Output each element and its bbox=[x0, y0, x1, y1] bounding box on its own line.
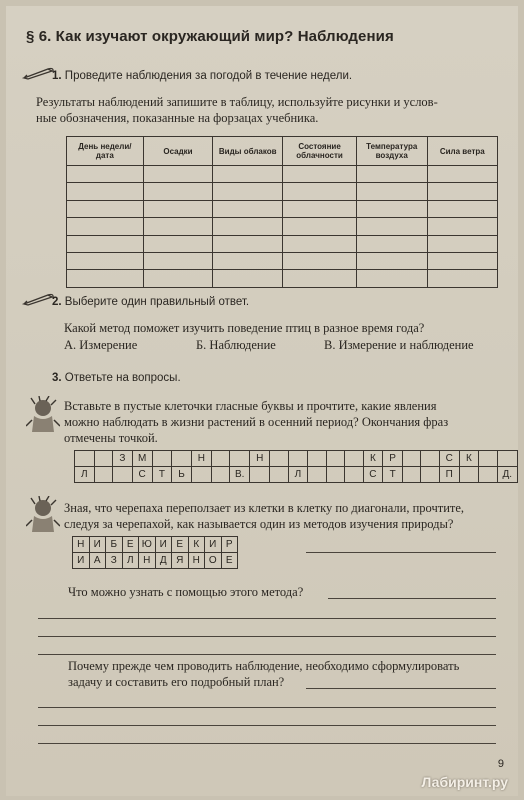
task3-heading bbox=[52, 372, 181, 384]
vowel-grid bbox=[74, 450, 518, 483]
grid-cell[interactable]: Н bbox=[73, 537, 90, 553]
option-c[interactable]: В. Измерение и наблюдение bbox=[324, 338, 474, 352]
grid-cell[interactable]: А bbox=[89, 553, 106, 569]
task1-text-line2: ные обозначения, показанные на форзацах учебника. bbox=[36, 111, 319, 125]
grid-cell[interactable] bbox=[191, 467, 211, 483]
task2-heading bbox=[52, 296, 249, 308]
grid-cell[interactable]: М bbox=[132, 451, 152, 467]
grid-cell[interactable] bbox=[270, 451, 288, 467]
answer-line[interactable] bbox=[328, 598, 496, 599]
header-temperature: Температура воздуха bbox=[356, 137, 427, 166]
thinking-character-icon bbox=[26, 396, 60, 441]
grid-cell[interactable]: Н bbox=[188, 553, 205, 569]
grid-cell[interactable]: С bbox=[132, 467, 152, 483]
grid-cell[interactable]: Е bbox=[122, 537, 139, 553]
grid-cell[interactable] bbox=[288, 451, 308, 467]
task1-heading bbox=[52, 70, 352, 82]
pencil-icon bbox=[22, 66, 56, 80]
grid-cell[interactable]: Б bbox=[106, 537, 123, 553]
grid-cell[interactable] bbox=[459, 467, 479, 483]
grid-cell[interactable]: К bbox=[188, 537, 205, 553]
grid-cell[interactable] bbox=[479, 467, 497, 483]
pencil-icon bbox=[22, 292, 56, 306]
grid-cell[interactable]: В. bbox=[230, 467, 250, 483]
table-row bbox=[67, 235, 498, 252]
task1-prompt: Проведите наблюдения за погодой в течение недели. bbox=[64, 70, 353, 82]
task3-prompt: Ответьте на вопросы. bbox=[64, 372, 181, 384]
option-b[interactable]: Б. Наблюдение bbox=[196, 338, 276, 352]
grid-cell[interactable]: И bbox=[89, 537, 106, 553]
answer-line[interactable] bbox=[38, 707, 496, 708]
grid-cell[interactable] bbox=[94, 451, 112, 467]
task2-prompt: Выберите один правильный ответ. bbox=[64, 296, 250, 308]
table-row bbox=[67, 183, 498, 200]
grid-cell[interactable]: И bbox=[155, 537, 172, 553]
grid-cell[interactable] bbox=[75, 451, 95, 467]
grid-cell[interactable] bbox=[211, 451, 229, 467]
grid-cell[interactable] bbox=[94, 467, 112, 483]
grid-cell[interactable]: Д. bbox=[497, 467, 517, 483]
q4-line2: задачу и составить его подробный план? bbox=[68, 675, 285, 689]
grid-cell[interactable] bbox=[172, 451, 192, 467]
q1-line1: Вставьте в пустые клеточки гласные буквы и прочтите, какие явления bbox=[64, 399, 437, 413]
grid-cell[interactable] bbox=[308, 451, 326, 467]
task2-number: 2. bbox=[52, 296, 62, 308]
grid-cell[interactable] bbox=[497, 451, 517, 467]
task2-question: Какой метод поможет изучить поведение птиц в разное время года? bbox=[64, 321, 425, 335]
grid-cell[interactable] bbox=[211, 467, 229, 483]
answer-line[interactable] bbox=[38, 618, 496, 619]
table-row bbox=[67, 200, 498, 217]
task3-number: 3. bbox=[52, 372, 62, 384]
grid-cell[interactable] bbox=[113, 467, 133, 483]
answer-line[interactable] bbox=[38, 654, 496, 655]
grid-cell[interactable] bbox=[308, 467, 326, 483]
grid-cell[interactable]: З bbox=[113, 451, 133, 467]
grid-cell[interactable] bbox=[230, 451, 250, 467]
grid-cell[interactable]: Т bbox=[383, 467, 403, 483]
page-title: § 6. Как изучают окружающий мир? Наблюдения bbox=[26, 28, 394, 45]
q3-text: Что можно узнать с помощью этого метода? bbox=[68, 585, 304, 599]
grid-cell[interactable]: К bbox=[459, 451, 479, 467]
grid-cell[interactable]: З bbox=[106, 553, 123, 569]
grid-row bbox=[73, 553, 238, 569]
grid-cell[interactable]: Л bbox=[75, 467, 95, 483]
page-number: 9 bbox=[497, 758, 504, 770]
grid-cell[interactable]: К bbox=[363, 451, 383, 467]
table-row bbox=[67, 270, 498, 287]
grid-cell[interactable]: Я bbox=[172, 553, 189, 569]
grid-cell[interactable] bbox=[421, 451, 439, 467]
q4-line1: Почему прежде чем проводить наблюдение, необходимо сформулировать bbox=[68, 659, 460, 673]
header-day: День недели/ дата bbox=[67, 137, 144, 166]
grid-row bbox=[75, 467, 518, 483]
grid-cell[interactable]: И bbox=[205, 537, 222, 553]
q1-line2: можно наблюдать в жизни растений в осенний период? Окончания фраз bbox=[64, 415, 449, 429]
grid-cell[interactable]: Е bbox=[172, 537, 189, 553]
grid-cell[interactable] bbox=[345, 451, 363, 467]
grid-cell[interactable] bbox=[326, 467, 344, 483]
task1-number: 1. bbox=[52, 70, 62, 82]
grid-cell[interactable]: Ю bbox=[139, 537, 156, 553]
grid-cell[interactable]: Н bbox=[191, 451, 211, 467]
header-cloudiness: Состояние облачности bbox=[283, 137, 357, 166]
grid-cell[interactable]: С bbox=[363, 467, 383, 483]
grid-cell[interactable]: Н bbox=[139, 553, 156, 569]
answer-line[interactable] bbox=[38, 743, 496, 744]
table-row bbox=[67, 252, 498, 269]
grid-cell[interactable]: Р bbox=[221, 537, 238, 553]
header-precipitation: Осадки bbox=[143, 137, 213, 166]
grid-cell[interactable]: И bbox=[73, 553, 90, 569]
grid-cell[interactable]: Д bbox=[155, 553, 172, 569]
grid-cell[interactable]: Н bbox=[250, 451, 270, 467]
turtle-grid bbox=[72, 536, 238, 569]
task1-text-line1: Результаты наблюдений запишите в таблицу, используйте рисунки и услов- bbox=[36, 95, 438, 109]
grid-cell[interactable] bbox=[402, 451, 420, 467]
grid-cell[interactable] bbox=[326, 451, 344, 467]
grid-cell[interactable] bbox=[152, 451, 172, 467]
watermark-logo: Лабиринт.ру bbox=[421, 774, 508, 790]
workbook-page bbox=[6, 6, 518, 796]
grid-cell[interactable]: О bbox=[205, 553, 222, 569]
grid-row bbox=[75, 451, 518, 467]
header-wind: Сила ветра bbox=[427, 137, 497, 166]
answer-line[interactable] bbox=[306, 552, 496, 553]
grid-cell[interactable]: Л bbox=[288, 467, 308, 483]
answer-line[interactable] bbox=[38, 636, 496, 637]
grid-cell[interactable] bbox=[250, 467, 270, 483]
answer-line[interactable] bbox=[38, 725, 496, 726]
grid-cell[interactable]: С bbox=[439, 451, 459, 467]
grid-cell[interactable]: Т bbox=[152, 467, 172, 483]
grid-cell[interactable]: Р bbox=[383, 451, 403, 467]
grid-cell[interactable]: П bbox=[439, 467, 459, 483]
q1-line3: отмечены точкой. bbox=[64, 431, 158, 445]
grid-cell[interactable] bbox=[479, 451, 497, 467]
grid-cell[interactable] bbox=[345, 467, 363, 483]
grid-cell[interactable] bbox=[402, 467, 420, 483]
q2-line1: Зная, что черепаха переползает из клетки в клетку по диагонали, прочтите, bbox=[64, 501, 465, 515]
answer-line[interactable] bbox=[306, 688, 496, 689]
q2-line2: следуя за черепахой, как называется один из методов изучения природы? bbox=[64, 517, 454, 531]
grid-cell[interactable] bbox=[421, 467, 439, 483]
header-cloud-types: Виды облаков bbox=[213, 137, 283, 166]
thinking-character-icon bbox=[26, 496, 60, 541]
grid-row bbox=[73, 537, 238, 553]
grid-cell[interactable]: Л bbox=[122, 553, 139, 569]
grid-cell[interactable] bbox=[270, 467, 288, 483]
weather-table bbox=[66, 136, 498, 288]
grid-cell[interactable]: Е bbox=[221, 553, 238, 569]
table-row bbox=[67, 166, 498, 183]
table-row bbox=[67, 218, 498, 235]
option-a[interactable]: А. Измерение bbox=[64, 338, 138, 352]
grid-cell[interactable]: Ь bbox=[172, 467, 192, 483]
